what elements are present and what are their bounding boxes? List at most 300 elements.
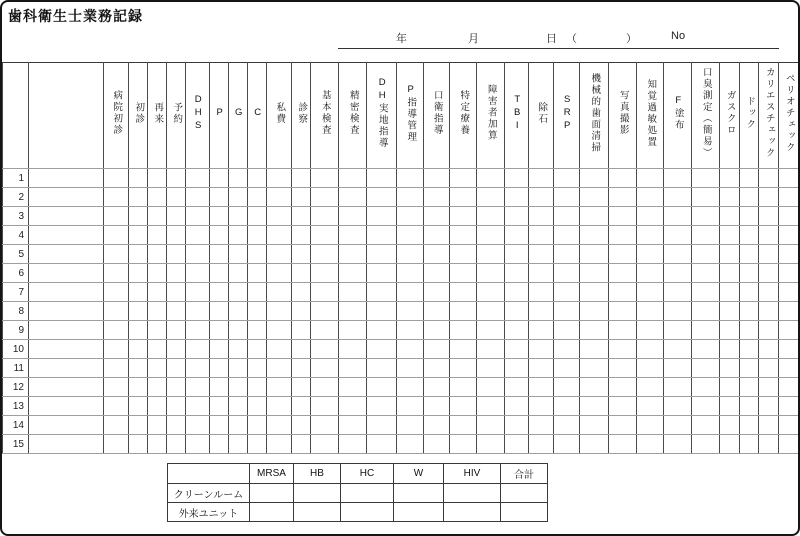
grid-cell <box>148 340 167 359</box>
grid-cell <box>580 169 609 188</box>
table-row <box>168 484 548 503</box>
table-row <box>3 416 799 435</box>
grid-cell <box>424 207 450 226</box>
grid-cell <box>740 245 759 264</box>
grid-cell <box>664 321 692 340</box>
column-header-label: DH実地指導 <box>376 77 388 149</box>
column-header-label: 基本検査 <box>319 90 331 136</box>
row-label-cell: 12 <box>3 378 29 397</box>
grid-cell <box>129 321 148 340</box>
grid-cell <box>450 188 477 207</box>
grid-cell <box>339 245 367 264</box>
grid-cell <box>129 302 148 321</box>
grid-cell <box>554 302 580 321</box>
column-header-label: 口衛指導 <box>431 90 443 136</box>
grid-cell <box>367 397 397 416</box>
grid-cell <box>104 378 129 397</box>
grid-cell <box>311 397 339 416</box>
column-header <box>397 63 424 169</box>
table-row <box>3 340 799 359</box>
column-header <box>554 63 580 169</box>
grid-cell <box>692 378 720 397</box>
column-header-label: 診察 <box>296 101 308 125</box>
grid-cell <box>292 226 311 245</box>
grid-cell <box>210 245 229 264</box>
grid-cell <box>339 188 367 207</box>
grid-cell <box>637 226 664 245</box>
corner-cell <box>3 63 29 169</box>
column-header <box>740 63 759 169</box>
grid-cell <box>505 359 529 378</box>
table-row <box>3 302 799 321</box>
grid-cell <box>664 302 692 321</box>
grid-cell <box>167 378 186 397</box>
corner-cell <box>29 63 104 169</box>
grid-cell <box>267 416 292 435</box>
grid-cell <box>664 169 692 188</box>
grid-cell <box>580 302 609 321</box>
grid-cell <box>267 264 292 283</box>
grid-cell <box>311 416 339 435</box>
grid-cell <box>167 397 186 416</box>
column-header-label: 口臭測定（簡易） <box>700 67 712 159</box>
table-row <box>3 321 799 340</box>
grid-cell <box>664 435 692 454</box>
grid-cell <box>740 340 759 359</box>
grid-cell <box>740 264 759 283</box>
grid-cell <box>609 378 637 397</box>
grid-cell <box>210 340 229 359</box>
grid-cell <box>229 435 248 454</box>
grid-cell <box>609 359 637 378</box>
grid-cell <box>529 207 554 226</box>
grid-cell <box>529 245 554 264</box>
paren-close-label: ） <box>626 33 637 45</box>
grid-cell <box>450 207 477 226</box>
grid-cell <box>311 359 339 378</box>
grid-cell <box>104 207 129 226</box>
grid-cell <box>637 416 664 435</box>
grid-cell <box>505 188 529 207</box>
grid-cell <box>29 397 104 416</box>
row-label-cell: 15 <box>3 435 29 454</box>
grid-cell <box>759 188 779 207</box>
grid-cell <box>210 321 229 340</box>
grid-cell <box>186 283 210 302</box>
grid-cell <box>779 416 799 435</box>
grid-cell <box>664 188 692 207</box>
grid-cell <box>692 264 720 283</box>
column-header: HB <box>294 464 341 484</box>
grid-cell <box>692 207 720 226</box>
column-header <box>609 63 637 169</box>
grid-cell <box>339 207 367 226</box>
grid-cell <box>397 435 424 454</box>
main-record-table <box>2 62 799 454</box>
column-header <box>104 63 129 169</box>
grid-cell <box>367 378 397 397</box>
grid-cell <box>129 435 148 454</box>
grid-cell <box>424 321 450 340</box>
row-label-cell: 14 <box>3 416 29 435</box>
grid-cell <box>339 378 367 397</box>
grid-cell <box>148 378 167 397</box>
header-row <box>168 464 548 484</box>
grid-cell <box>29 435 104 454</box>
grid-cell <box>450 302 477 321</box>
grid-cell <box>210 416 229 435</box>
grid-cell <box>759 397 779 416</box>
grid-cell <box>740 435 759 454</box>
table-row <box>3 188 799 207</box>
grid-cell <box>580 340 609 359</box>
column-header-label: SRP <box>561 93 573 133</box>
grid-cell <box>720 264 740 283</box>
grid-cell <box>229 302 248 321</box>
grid-cell <box>248 302 267 321</box>
grid-cell <box>248 416 267 435</box>
grid-cell <box>311 245 339 264</box>
grid-cell <box>186 207 210 226</box>
grid-cell <box>104 169 129 188</box>
grid-cell <box>186 435 210 454</box>
grid-cell <box>779 359 799 378</box>
column-header <box>450 63 477 169</box>
grid-cell <box>339 302 367 321</box>
row-label-cell: 7 <box>3 283 29 302</box>
grid-cell <box>186 359 210 378</box>
grid-cell <box>167 416 186 435</box>
grid-cell <box>267 435 292 454</box>
grid-cell <box>637 321 664 340</box>
grid-cell <box>167 359 186 378</box>
grid-cell <box>248 283 267 302</box>
table-row <box>3 226 799 245</box>
grid-cell <box>367 169 397 188</box>
grid-cell <box>292 435 311 454</box>
grid-cell <box>397 397 424 416</box>
column-header <box>505 63 529 169</box>
column-header <box>167 63 186 169</box>
grid-cell <box>505 302 529 321</box>
grid-cell <box>477 359 505 378</box>
grid-cell <box>267 359 292 378</box>
grid-cell <box>186 321 210 340</box>
grid-cell <box>450 435 477 454</box>
column-header: HIV <box>444 464 501 484</box>
grid-cell <box>210 359 229 378</box>
column-header-label: ガスクロ <box>724 90 736 136</box>
grid-cell <box>29 378 104 397</box>
row-label-cell: 8 <box>3 302 29 321</box>
grid-cell <box>505 169 529 188</box>
grid-cell <box>529 226 554 245</box>
table-row <box>168 503 548 522</box>
grid-cell <box>580 226 609 245</box>
grid-cell <box>186 302 210 321</box>
grid-cell <box>292 340 311 359</box>
row-label-cell: 11 <box>3 359 29 378</box>
grid-cell <box>210 188 229 207</box>
grid-cell <box>167 226 186 245</box>
grid-cell <box>367 416 397 435</box>
grid-cell <box>637 340 664 359</box>
grid-cell <box>720 397 740 416</box>
row-label-cell: 6 <box>3 264 29 283</box>
grid-cell <box>692 321 720 340</box>
grid-cell <box>292 245 311 264</box>
grid-cell <box>229 397 248 416</box>
column-header-label: TBI <box>511 93 523 133</box>
row-label-cell: 9 <box>3 321 29 340</box>
grid-cell <box>29 226 104 245</box>
grid-cell <box>424 359 450 378</box>
grid-cell <box>759 264 779 283</box>
grid-cell <box>104 435 129 454</box>
grid-cell <box>779 378 799 397</box>
grid-cell <box>779 302 799 321</box>
grid-cell <box>292 207 311 226</box>
grid-cell <box>424 378 450 397</box>
grid-cell <box>759 169 779 188</box>
grid-cell <box>505 416 529 435</box>
grid-cell <box>148 359 167 378</box>
grid-cell <box>397 245 424 264</box>
grid-cell <box>580 435 609 454</box>
grid-cell <box>29 245 104 264</box>
column-header <box>267 63 292 169</box>
grid-cell <box>210 302 229 321</box>
grid-cell <box>248 435 267 454</box>
table-row <box>3 264 799 283</box>
grid-cell <box>339 283 367 302</box>
column-header <box>186 63 210 169</box>
grid-cell <box>609 435 637 454</box>
grid-cell <box>637 302 664 321</box>
grid-cell <box>104 264 129 283</box>
grid-cell <box>367 321 397 340</box>
grid-cell <box>229 359 248 378</box>
grid-cell <box>104 359 129 378</box>
grid-cell <box>477 207 505 226</box>
grid-cell <box>664 207 692 226</box>
column-header <box>292 63 311 169</box>
grid-cell <box>779 169 799 188</box>
grid-cell <box>779 207 799 226</box>
grid-cell <box>129 245 148 264</box>
grid-cell <box>292 283 311 302</box>
column-header-label: カリエスチェック <box>763 67 775 159</box>
grid-cell <box>501 503 548 522</box>
grid-cell <box>529 169 554 188</box>
grid-cell <box>367 302 397 321</box>
row-label-cell: 13 <box>3 397 29 416</box>
grid-cell <box>609 340 637 359</box>
grid-cell <box>477 226 505 245</box>
grid-cell <box>148 169 167 188</box>
grid-cell <box>167 302 186 321</box>
grid-cell <box>186 397 210 416</box>
grid-cell <box>637 245 664 264</box>
grid-cell <box>740 321 759 340</box>
column-header-label: C <box>252 106 264 120</box>
grid-cell <box>424 340 450 359</box>
grid-cell <box>529 416 554 435</box>
grid-cell <box>292 169 311 188</box>
grid-cell <box>229 207 248 226</box>
grid-cell <box>529 188 554 207</box>
grid-cell <box>424 302 450 321</box>
page-title: 歯科衛生士業務記録 <box>8 8 143 24</box>
grid-cell <box>167 283 186 302</box>
grid-cell <box>129 416 148 435</box>
grid-cell <box>292 302 311 321</box>
grid-cell <box>779 397 799 416</box>
grid-cell <box>529 340 554 359</box>
grid-cell <box>692 283 720 302</box>
column-header-label: 初診 <box>133 101 145 125</box>
grid-cell <box>692 188 720 207</box>
grid-cell <box>424 169 450 188</box>
column-header: W <box>394 464 444 484</box>
grid-cell <box>29 416 104 435</box>
grid-cell <box>367 226 397 245</box>
grid-cell <box>397 302 424 321</box>
row-label-cell: 1 <box>3 169 29 188</box>
grid-cell <box>248 359 267 378</box>
column-header <box>311 63 339 169</box>
grid-cell <box>554 264 580 283</box>
grid-cell <box>529 264 554 283</box>
table-row <box>3 378 799 397</box>
grid-cell <box>450 283 477 302</box>
grid-cell <box>505 321 529 340</box>
grid-cell <box>664 378 692 397</box>
grid-cell <box>267 169 292 188</box>
grid-cell <box>29 302 104 321</box>
grid-cell <box>229 378 248 397</box>
grid-cell <box>450 245 477 264</box>
grid-cell <box>148 207 167 226</box>
grid-cell <box>248 226 267 245</box>
grid-cell <box>554 359 580 378</box>
row-label-cell: 3 <box>3 207 29 226</box>
grid-cell <box>167 435 186 454</box>
grid-cell <box>450 416 477 435</box>
grid-cell <box>292 264 311 283</box>
grid-cell <box>740 283 759 302</box>
grid-cell <box>129 188 148 207</box>
grid-cell <box>311 302 339 321</box>
grid-cell <box>267 397 292 416</box>
grid-cell <box>477 169 505 188</box>
grid-cell <box>450 378 477 397</box>
grid-cell <box>267 207 292 226</box>
grid-cell <box>294 503 341 522</box>
grid-cell <box>129 207 148 226</box>
grid-cell <box>339 416 367 435</box>
grid-cell <box>186 264 210 283</box>
grid-cell <box>397 169 424 188</box>
table-row <box>3 359 799 378</box>
column-header-label: 病院初診 <box>111 90 123 136</box>
grid-cell <box>720 188 740 207</box>
grid-cell <box>779 321 799 340</box>
grid-cell <box>129 169 148 188</box>
table-row <box>3 207 799 226</box>
year-label: 年 <box>396 33 407 45</box>
grid-cell <box>167 340 186 359</box>
grid-cell <box>740 378 759 397</box>
grid-cell <box>477 435 505 454</box>
grid-cell <box>397 264 424 283</box>
grid-cell <box>554 188 580 207</box>
grid-cell <box>477 283 505 302</box>
grid-cell <box>267 226 292 245</box>
grid-cell <box>229 321 248 340</box>
grid-cell <box>609 283 637 302</box>
grid-cell <box>450 321 477 340</box>
grid-cell <box>311 188 339 207</box>
grid-cell <box>637 207 664 226</box>
column-header-label: 障害者加算 <box>485 84 497 142</box>
grid-cell <box>759 302 779 321</box>
grid-cell <box>637 264 664 283</box>
grid-cell <box>637 435 664 454</box>
grid-cell <box>229 416 248 435</box>
grid-cell <box>186 245 210 264</box>
grid-cell <box>609 321 637 340</box>
grid-cell <box>664 397 692 416</box>
grid-cell <box>341 503 394 522</box>
grid-cell <box>186 340 210 359</box>
date-line <box>338 28 779 49</box>
column-header <box>720 63 740 169</box>
grid-cell <box>186 378 210 397</box>
grid-cell <box>167 245 186 264</box>
grid-cell <box>609 264 637 283</box>
grid-cell <box>424 245 450 264</box>
column-header-label: 機械的歯面清掃 <box>589 72 601 154</box>
grid-cell <box>444 503 501 522</box>
grid-cell <box>554 340 580 359</box>
grid-cell <box>129 397 148 416</box>
grid-cell <box>292 188 311 207</box>
grid-cell <box>580 207 609 226</box>
grid-cell <box>311 207 339 226</box>
grid-cell <box>505 397 529 416</box>
column-header-label: 写真撮影 <box>617 90 629 136</box>
grid-cell <box>367 207 397 226</box>
grid-cell <box>759 321 779 340</box>
grid-cell <box>148 264 167 283</box>
grid-cell <box>477 416 505 435</box>
grid-cell <box>267 245 292 264</box>
grid-cell <box>311 321 339 340</box>
grid-cell <box>740 416 759 435</box>
grid-cell <box>186 188 210 207</box>
grid-cell <box>397 416 424 435</box>
grid-cell <box>267 378 292 397</box>
column-header <box>129 63 148 169</box>
column-header-label: 知覚過敏処置 <box>645 78 657 148</box>
grid-cell <box>167 321 186 340</box>
column-header <box>692 63 720 169</box>
grid-cell <box>267 302 292 321</box>
grid-cell <box>104 188 129 207</box>
column-header <box>424 63 450 169</box>
grid-cell <box>148 226 167 245</box>
